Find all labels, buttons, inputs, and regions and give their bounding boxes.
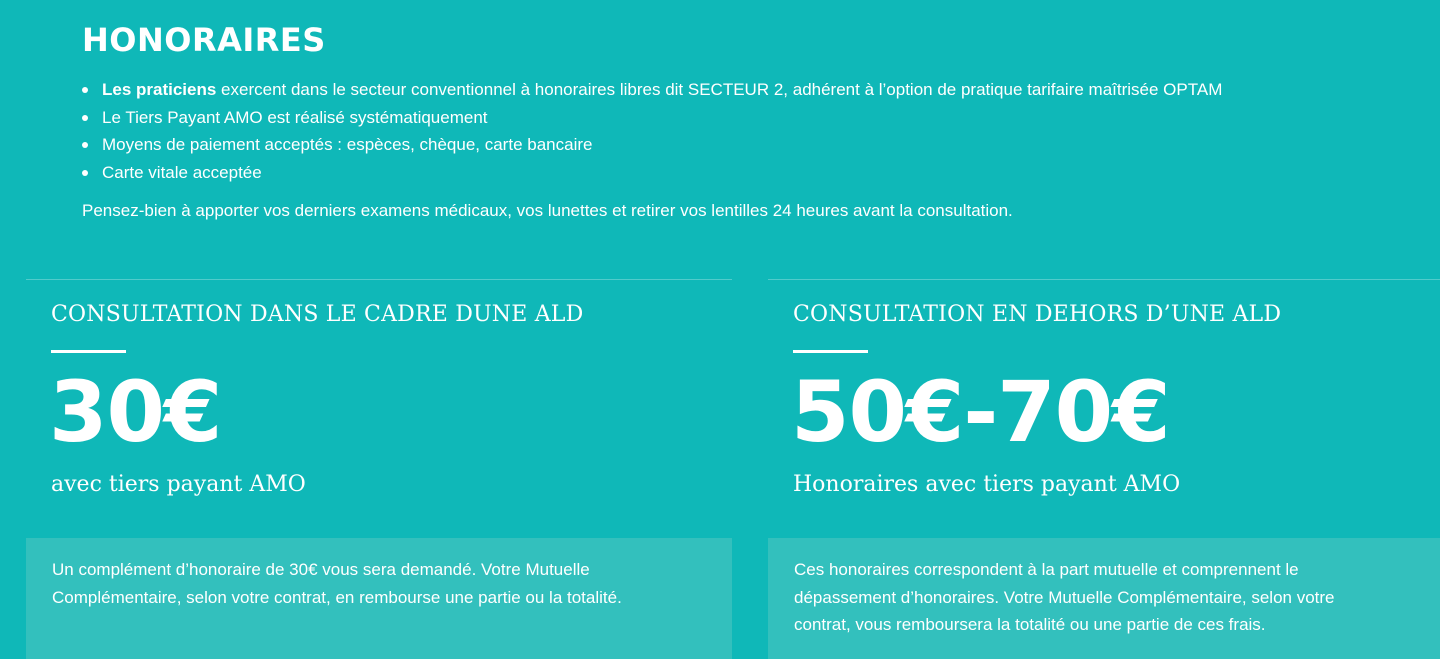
price-value: 50€-70€ (791, 363, 1170, 461)
list-item (82, 159, 1382, 187)
card-title: CONSULTATION EN DEHORS D’UNE ALD (793, 302, 1282, 327)
list-item-text: Le Tiers Payant AMO est réalisé systématiquement (102, 107, 488, 127)
consultation-note: Pensez-bien à apporter vos derniers examens médicaux, vos lunettes et retirer vos lentilles 24 heures avant la consultation. (82, 201, 1013, 220)
info-list (82, 76, 1382, 186)
list-item (82, 131, 1382, 159)
list-item (82, 76, 1382, 104)
price-subtitle: Honoraires avec tiers payant AMO (793, 472, 1181, 497)
card-hors-ald (768, 279, 1440, 659)
card-title: CONSULTATION DANS LE CADRE DUNE ALD (51, 302, 584, 327)
list-item (82, 104, 1382, 132)
card-detail: Ces honoraires correspondent à la part mutuelle et comprennent le dépassement d’honoraires. Votre Mutuelle Complémentaire, selon votre contrat, vous remboursera la totalité ou une partie de ces frais. (768, 538, 1440, 659)
title-divider (51, 350, 126, 353)
list-item-text: Carte vitale acceptée (102, 162, 262, 182)
price-value: 30€ (49, 363, 222, 461)
list-item-strong: Les praticiens (102, 80, 217, 99)
price-subtitle: avec tiers payant AMO (51, 472, 306, 497)
list-item-text: Moyens de paiement acceptés : espèces, chèque, carte bancaire (102, 135, 593, 154)
card-detail: Un complément d’honoraire de 30€ vous sera demandé. Votre Mutuelle Complémentaire, selon votre contrat, en rembourse une partie ou la totalité. (26, 538, 732, 659)
title-divider (793, 350, 868, 353)
section-heading: HONORAIRES (82, 21, 326, 59)
honoraires-intro (82, 18, 1382, 224)
list-item-text: exercent dans le secteur conventionnel à honoraires libres dit SECTEUR 2, adhérent à l’option de pratique tarifaire maîtrisée OPTAM (216, 80, 1223, 99)
card-ald (26, 279, 732, 659)
